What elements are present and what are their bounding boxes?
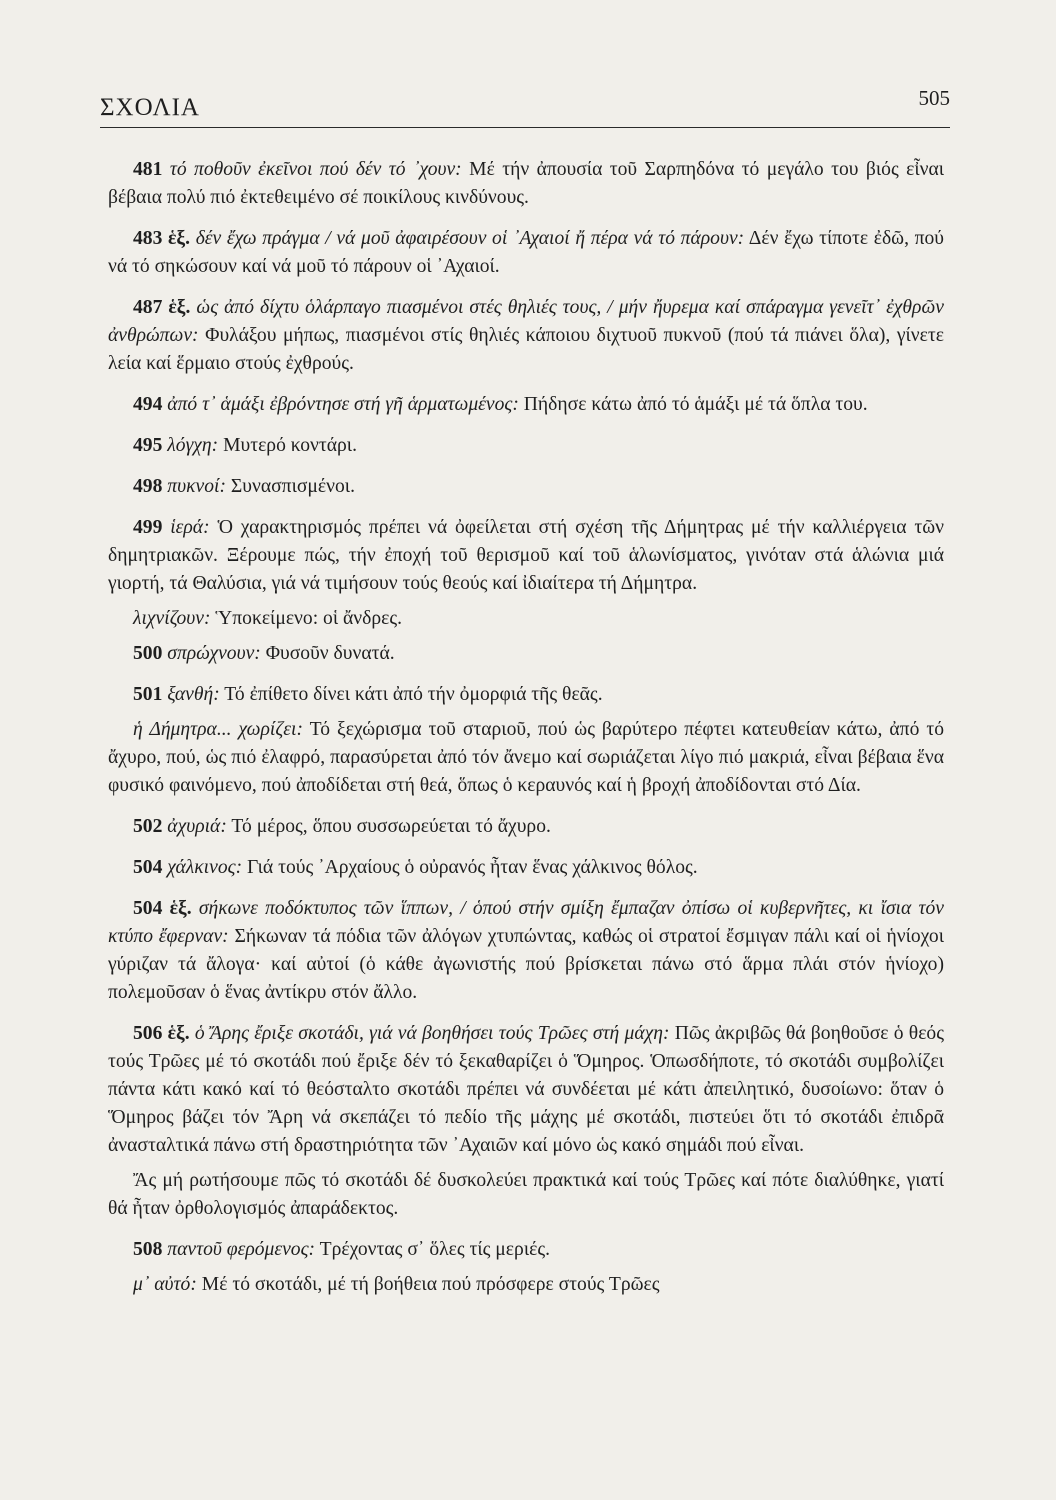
page-header	[100, 82, 950, 128]
note-paragraph	[108, 391, 944, 419]
verse-number: 498	[133, 476, 163, 497]
verse-number: 483 ἑξ.	[133, 228, 191, 249]
note-text: Τό ξεχώρισμα τοῦ σταριοῦ, πού ὡς βαρύτερο πέφτει κατευθείαν κάτω, ἀπό τό ἄχυρο, πού, ὡς πιό ἐλαφρό, παρασύρεται ἀπό τόν ἄνεμο καί σωριάζεται λίγο πιό μακριά, εἶναι βέβαια ἕνα φυσικό φαινόμενο, πού ἀποδίδεται στή θεά, ὅπως ὁ κεραυνός καί ἡ βροχή ἀποδίδονται στό Δία.	[108, 719, 945, 796]
note-paragraph	[108, 813, 944, 841]
note-paragraph	[108, 640, 944, 668]
note-text: Φυσοῦν δυνατά.	[265, 643, 395, 664]
lemma: λόγχη:	[167, 435, 219, 456]
note-text: Ὁ χαρακτηρισμός πρέπει νά ὀφείλεται στή σχέση τῆς Δήμητρας μέ τήν καλλιέργεια τῶν δημητριακῶν. Ξέρουμε πώς, τήν ἐποχή τοῦ θερισμοῦ καί τοῦ ἁλωνίσματος, γινόταν στά ἁλώνια μιά γιορτή, τά Θαλύσια, γιά νά τιμήσουν τούς θεούς καί ἰδιαίτερα τή Δήμητρα.	[108, 517, 944, 594]
verse-number: 504 ἑξ.	[133, 898, 192, 919]
note-text: Τό μέρος, ὅπου συσσωρεύεται τό ἄχυρο.	[231, 816, 551, 837]
note-paragraph	[108, 514, 944, 598]
note-text: Μέ τό σκοτάδι, μέ τή βοήθεια πού πρόσφερε στούς Τρῶες	[201, 1274, 660, 1295]
lemma: ἀπό τ᾽ ἁμάξι ἐβρόντησε στή γῆ ἁρματωμένος:	[167, 394, 519, 415]
lemma: παντοῦ φερόμενος:	[167, 1239, 316, 1260]
commentary-notes	[108, 156, 944, 1312]
note-text: Φυλάξου μήπως, πιασμένοι στίς θηλιές κάποιου διχτυοῦ πυκνοῦ (πού τά πιάνει ὅλα), γίνετε λεία καί ἕρμαιο στούς ἐχθρούς.	[108, 325, 944, 374]
page-number: 505	[918, 86, 950, 110]
lemma: ἀχυριά:	[167, 816, 227, 837]
note-text: Πήδησε κάτω ἀπό τό ἁμάξι μέ τά ὅπλα του.	[523, 394, 868, 415]
note-paragraph	[108, 432, 944, 460]
note-paragraph	[108, 294, 944, 378]
note-text: Πῶς ἀκριβῶς θά βοηθοῦσε ὁ θεός τούς Τρῶες μέ τό σκοτάδι πού ἔριξε δέν τό ξεκαθαρίζει ὁ Ὅμηρος. Ὁπωσδήποτε, τό σκοτάδι συμβολίζει πάντα κάτι κακό καί τό θεόσταλτο σκοτάδι πρέπει νά συνδέεται μέ κάτι ἀπειλητικό, δυσοίωνο: ὅταν ὁ Ὅμηρος βάζει τόν Ἄρη νά σκεπάζει τό πεδίο τῆς μάχης μέ σκοτάδι, πιστεύει ὅτι τό σκοτάδι ἐπιδρᾶ ἀνασταλτικά πάνω στή δραστηριότητα τῶν ᾽Αχαιῶν καί μόνο ὡς κακό σημάδι πού εἶναι.	[108, 1023, 944, 1156]
verse-number: 500	[133, 643, 163, 664]
lemma: δέν ἔχω πράγμα / νά μοῦ ἀφαιρέσουν οἱ ᾽Αχαιοί ἤ πέρα νά τό πάρουν:	[195, 228, 745, 249]
verse-number: 501	[133, 684, 163, 705]
lemma: ἱερά:	[170, 517, 210, 538]
note-text: Σήκωναν τά πόδια τῶν ἀλόγων χτυπώντας, καθώς οἱ στρατοί ἔσμιγαν πάλι καί οἱ ἡνίοχοι γύριζαν τά ἄλογα· καί αὐτοί (ὁ κάθε ἀγωνιστής πού βρίσκεται πάνω στό ἅρμα πλάι στόν ἡνίοχο) πολεμοῦσαν ὁ ἕνας ἀντίκρυ στόν ἄλλο.	[108, 926, 944, 1003]
verse-number: 494	[133, 394, 163, 415]
verse-number: 487 ἑξ.	[133, 297, 191, 318]
lemma: χάλκινος:	[167, 857, 243, 878]
note-text: Μυτερό κοντάρι.	[223, 435, 357, 456]
note-text: Συνασπισμένοι.	[230, 476, 355, 497]
note-text: Ὑποκείμενο: οἱ ἄνδρες.	[215, 608, 403, 629]
note-text: Δέν ἔχω τίποτε ἐδῶ, πού νά τό σηκώσουν καί νά μοῦ τό πάρουν οἱ ᾽Αχαιοί.	[108, 228, 945, 277]
verse-number: 481	[133, 159, 163, 180]
note-paragraph	[108, 716, 944, 800]
lemma: ἡ Δήμητρα... χωρίζει:	[133, 719, 303, 740]
lemma: πυκνοί:	[167, 476, 226, 497]
verse-number: 506 ἑξ.	[133, 1023, 190, 1044]
note-paragraph	[108, 895, 944, 1007]
verse-number: 502	[133, 816, 163, 837]
note-text: Τό ἐπίθετο δίνει κάτι ἀπό τήν ὀμορφιά τῆς θεᾶς.	[224, 684, 603, 705]
note-paragraph	[108, 156, 944, 212]
lemma: ὡς ἀπό δίχτυ ὁλάρπαγο πιασμένοι στές θηλιές τους, / μήν ἤυρεμα καί σπάραγμα γενεῖτ᾽ ἐχθρῶν ἀνθρώπων:	[108, 297, 944, 346]
note-paragraph	[108, 473, 944, 501]
lemma: λιχνίζουν:	[133, 608, 211, 629]
note-paragraph	[108, 605, 944, 633]
verse-number: 495	[133, 435, 163, 456]
note-text: Μέ τήν ἀπουσία τοῦ Σαρπηδόνα τό μεγάλο του βιός εἶναι βέβαια πολύ πιό ἐκτεθειμένο σέ ποικίλους κινδύνους.	[108, 159, 945, 208]
header-rule	[100, 127, 950, 128]
verse-number: 508	[133, 1239, 163, 1260]
note-text: Ἄς μή ρωτήσουμε πῶς τό σκοτάδι δέ δυσκολεύει πρακτικά καί τούς Τρῶες καί πότε διαλύθηκε, γιατί θά ἦταν ὀρθολογισμός ἀπαράδεκτος.	[108, 1170, 944, 1219]
note-paragraph	[108, 225, 944, 281]
lemma: ὁ Ἄρης ἔριξε σκοτάδι, γιά νά βοηθήσει τούς Τρῶες στή μάχη:	[194, 1023, 670, 1044]
note-paragraph	[108, 681, 944, 709]
lemma: μ᾽ αὐτό:	[133, 1274, 197, 1295]
note-paragraph	[108, 1271, 944, 1299]
lemma: σπρώχνουν:	[167, 643, 261, 664]
lemma: σήκωνε ποδόκτυπος τῶν ἵππων, / ὁπού στήν σμίξη ἔμπαζαν ὀπίσω οἱ κυβερνῆτες, κι ἴσια τόν κτύπο ἔφερναν:	[108, 898, 945, 947]
lemma: ξανθή:	[167, 684, 220, 705]
note-paragraph	[108, 1167, 944, 1223]
note-text: Τρέχοντας σ᾽ ὅλες τίς μεριές.	[319, 1239, 550, 1260]
note-text: Γιά τούς ᾽Αρχαίους ὁ οὐρανός ἦταν ἕνας χάλκινος θόλος.	[247, 857, 698, 878]
verse-number: 499	[133, 517, 163, 538]
verse-number: 504	[133, 857, 163, 878]
note-paragraph	[108, 854, 944, 882]
note-paragraph	[108, 1236, 944, 1264]
note-paragraph	[108, 1020, 944, 1160]
running-title: ΣΧΟΛΙΑ	[100, 94, 200, 121]
lemma: τό ποθοῦν ἐκεῖνοι πού δέν τό ᾽χουν:	[169, 159, 462, 180]
